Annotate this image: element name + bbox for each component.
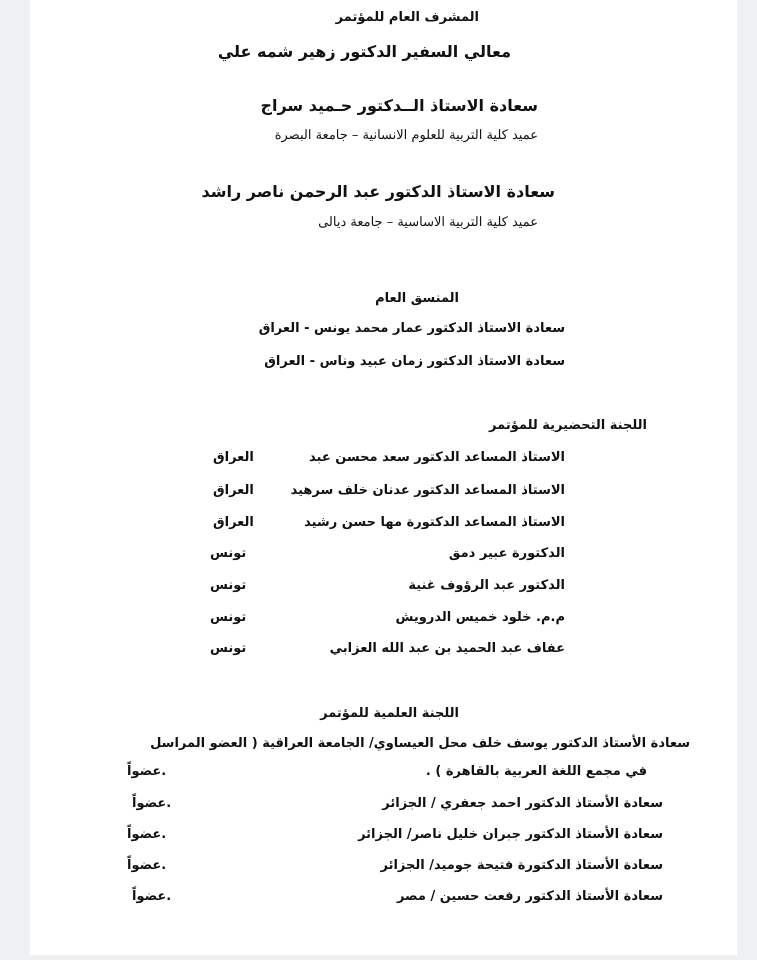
prep-member-name: م.م. خلود خميس الدرويش — [395, 610, 565, 625]
prep-member-country: تونس — [210, 578, 247, 593]
prep-member-name: الدكتورة عبير دمق — [448, 546, 565, 561]
sci-member-role: عضواً. — [127, 827, 167, 842]
coordinator-heading: المنسق العام — [375, 291, 459, 306]
prep-member-country: تونس — [210, 641, 247, 656]
supervisor-person2-title: عميد كلية التربية الاساسية – جامعة ديالى — [318, 215, 538, 230]
supervisor-person2-name: سعادة الاستاذ الدكتور عبد الرحمن ناصر راشد — [201, 182, 555, 201]
sci-member-name: سعادة الأستاذ الدكتور احمد جعفري / الجزائر — [382, 796, 663, 811]
supervisor-person1-title: عميد كلية التربية للعلوم الانسانية – جامعة البصرة — [274, 128, 538, 143]
coordinator-line-2: سعادة الاستاذ الدكتور زمان عبيد وناس - العراق — [264, 354, 565, 369]
sci-member-role: عضواً. — [132, 796, 172, 811]
sci-member-line: سعادة الأستاذ الدكتور يوسف خلف محل العيساوي/ الجامعة العراقية ( العضو المراسل — [150, 736, 690, 751]
supervisor-person1-name: سعادة الاستاذ الــدكتور حـميد سراج — [260, 96, 538, 115]
sci-member-role: عضواً. — [127, 764, 167, 779]
prep-member-country: العراق — [213, 450, 254, 465]
coordinator-line-1: سعادة الاستاذ الدكتور عمار محمد يونس - العراق — [258, 321, 565, 336]
prep-member-country: تونس — [210, 546, 247, 561]
sci-member-role: عضواً. — [132, 889, 172, 904]
sci-member-line-cont: في مجمع اللغة العربية بالقاهرة ) . — [425, 764, 647, 779]
prep-member-name: الاستاذ المساعد الدكتور سعد محسن عبد — [309, 450, 565, 465]
sci-member-name: سعادة الأستاذ الدكتورة فتيحة جوميد/ الجزائر — [380, 858, 663, 873]
sci-member-role: عضواً. — [127, 858, 167, 873]
prep-member-name: عفاف عبد الحميد بن عبد الله العزابي — [329, 641, 565, 656]
document-page — [30, 0, 737, 955]
prep-committee-heading: اللجنة التحضيرية للمؤتمر — [489, 418, 647, 433]
prep-member-name: الاستاذ المساعد الدكتورة مها حسن رشيد — [304, 515, 565, 530]
supervisor-name: معالي السفير الدكتور زهير شمه علي — [217, 42, 511, 61]
supervisor-heading: المشرف العام للمؤتمر — [335, 10, 479, 25]
sci-member-name: سعادة الأستاذ الدكتور رفعت حسين / مصر — [396, 889, 663, 904]
sci-member-name: سعادة الأستاذ الدكتور جبران خليل ناصر/ الجزائر — [358, 827, 663, 842]
prep-member-country: العراق — [213, 515, 254, 530]
prep-member-country: العراق — [213, 483, 254, 498]
prep-member-name: الدكتور عبد الرؤوف غنية — [408, 578, 565, 593]
prep-member-country: تونس — [210, 610, 247, 625]
sci-committee-heading: اللجنة العلمية للمؤتمر — [320, 706, 459, 721]
prep-member-name: الاستاذ المساعد الدكتور عدنان خلف سرهيد — [290, 483, 565, 498]
